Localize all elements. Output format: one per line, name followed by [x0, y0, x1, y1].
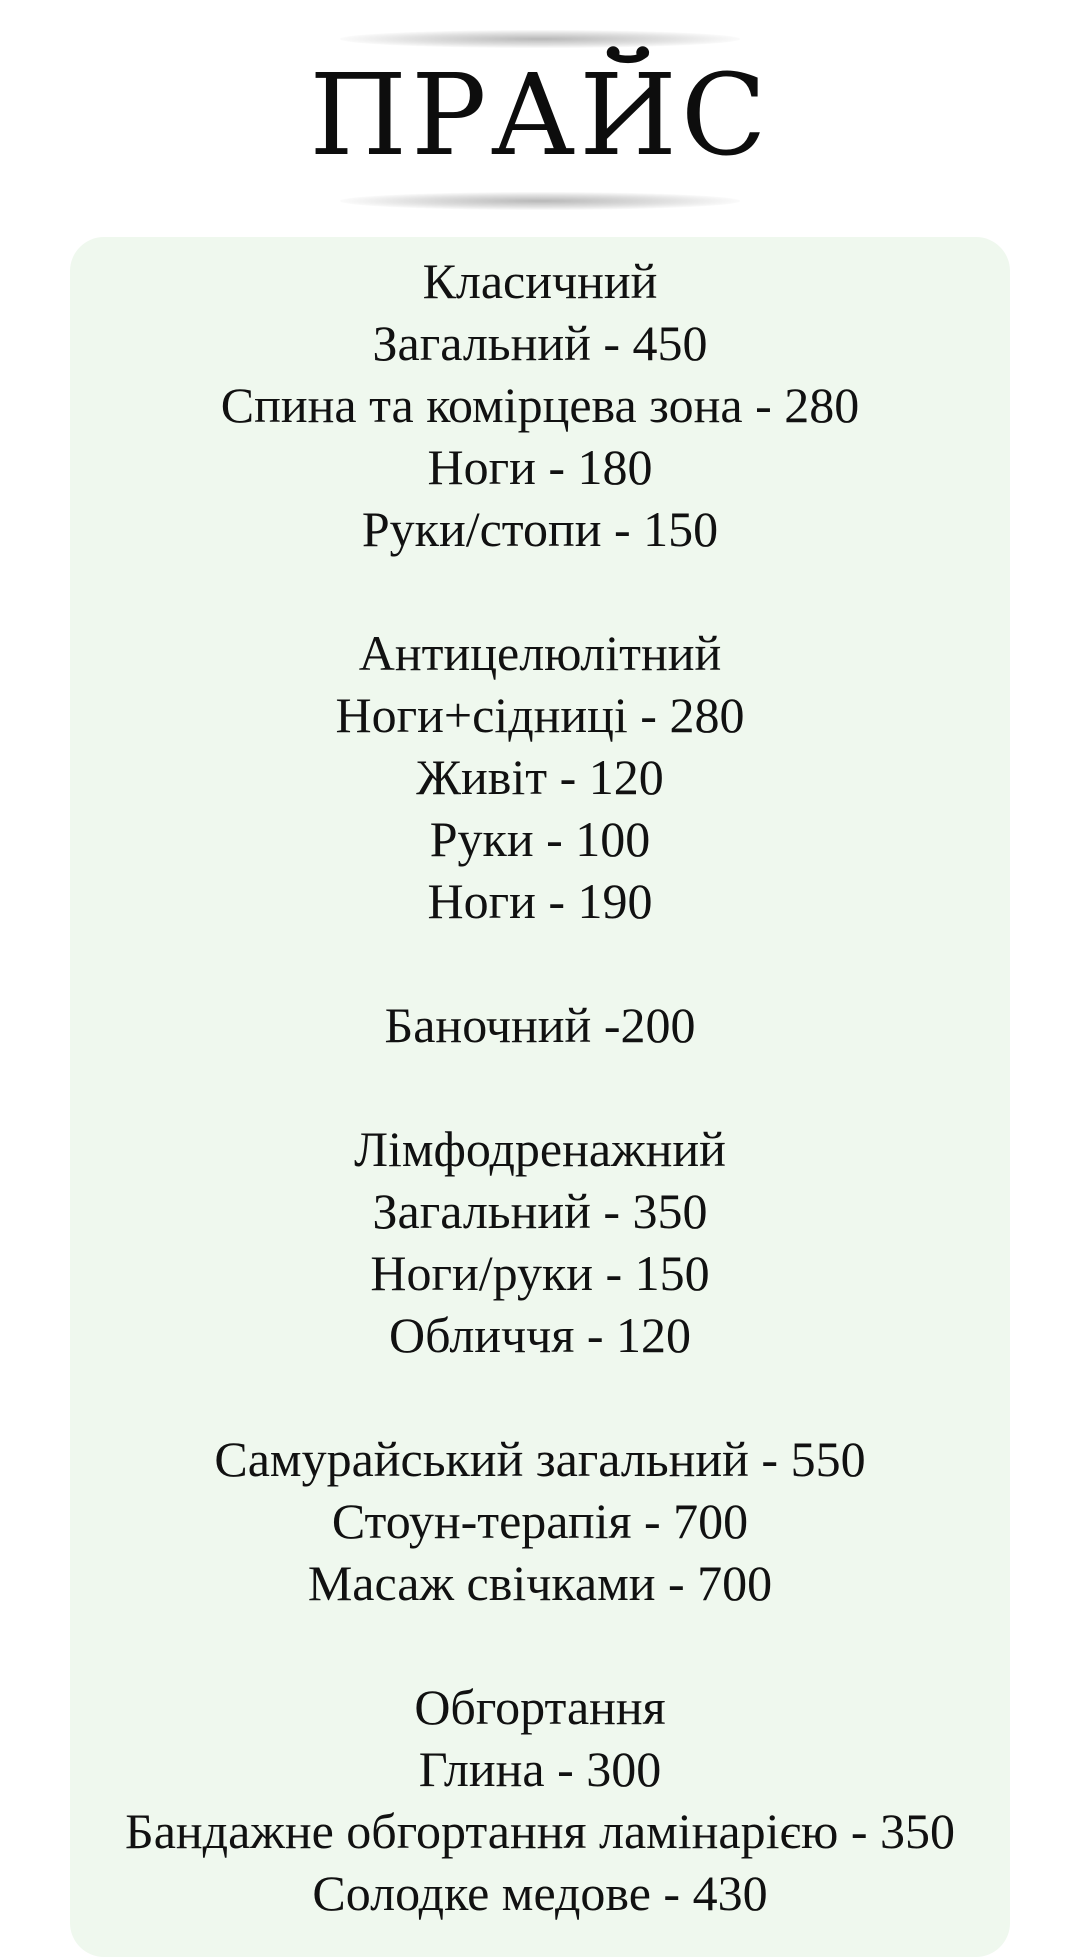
- price-item: Руки/стопи - 150: [361, 501, 719, 557]
- section-gap: [0, 1056, 1080, 1118]
- price-item: Загальний - 450: [372, 315, 708, 371]
- price-item: Спина та комірцева зона - 280: [220, 377, 860, 433]
- price-item: Стоун-терапія - 700: [331, 1493, 749, 1549]
- price-item: Солодке медове - 430: [312, 1865, 768, 1921]
- price-item: Ноги - 190: [427, 873, 653, 929]
- section-gap: [0, 1366, 1080, 1428]
- price-item: Ноги+сідниці - 280: [335, 687, 745, 743]
- price-item: Глина - 300: [418, 1741, 662, 1797]
- section-heading-anticellulite: Антицелюлітний: [358, 625, 722, 681]
- section-gap: [0, 560, 1080, 622]
- price-item: Ноги/руки - 150: [370, 1245, 710, 1301]
- section-heading-lymph: Лімфодренажний: [354, 1121, 726, 1177]
- price-item: Масаж свічками - 700: [307, 1555, 773, 1611]
- title-banner: [309, 30, 771, 210]
- page-title: ПРАЙС: [309, 51, 771, 181]
- price-item: Загальний - 350: [372, 1183, 708, 1239]
- section-heading-classic: Класичний: [422, 253, 658, 309]
- price-item: Руки - 100: [429, 811, 651, 867]
- price-item: Бандажне обгортання ламінарією - 350: [125, 1803, 955, 1859]
- section-heading-wrap: Обгортання: [414, 1679, 666, 1735]
- price-item: Живіт - 120: [416, 749, 664, 805]
- section-gap: [0, 1614, 1080, 1676]
- price-item: Самурайський загальний - 550: [214, 1431, 866, 1487]
- section-gap: [0, 932, 1080, 994]
- price-item: Ноги - 180: [427, 439, 653, 495]
- section-heading-cupping: Баночний -200: [384, 997, 696, 1053]
- price-item: Обличчя - 120: [389, 1307, 691, 1363]
- price-list: [0, 250, 1080, 1924]
